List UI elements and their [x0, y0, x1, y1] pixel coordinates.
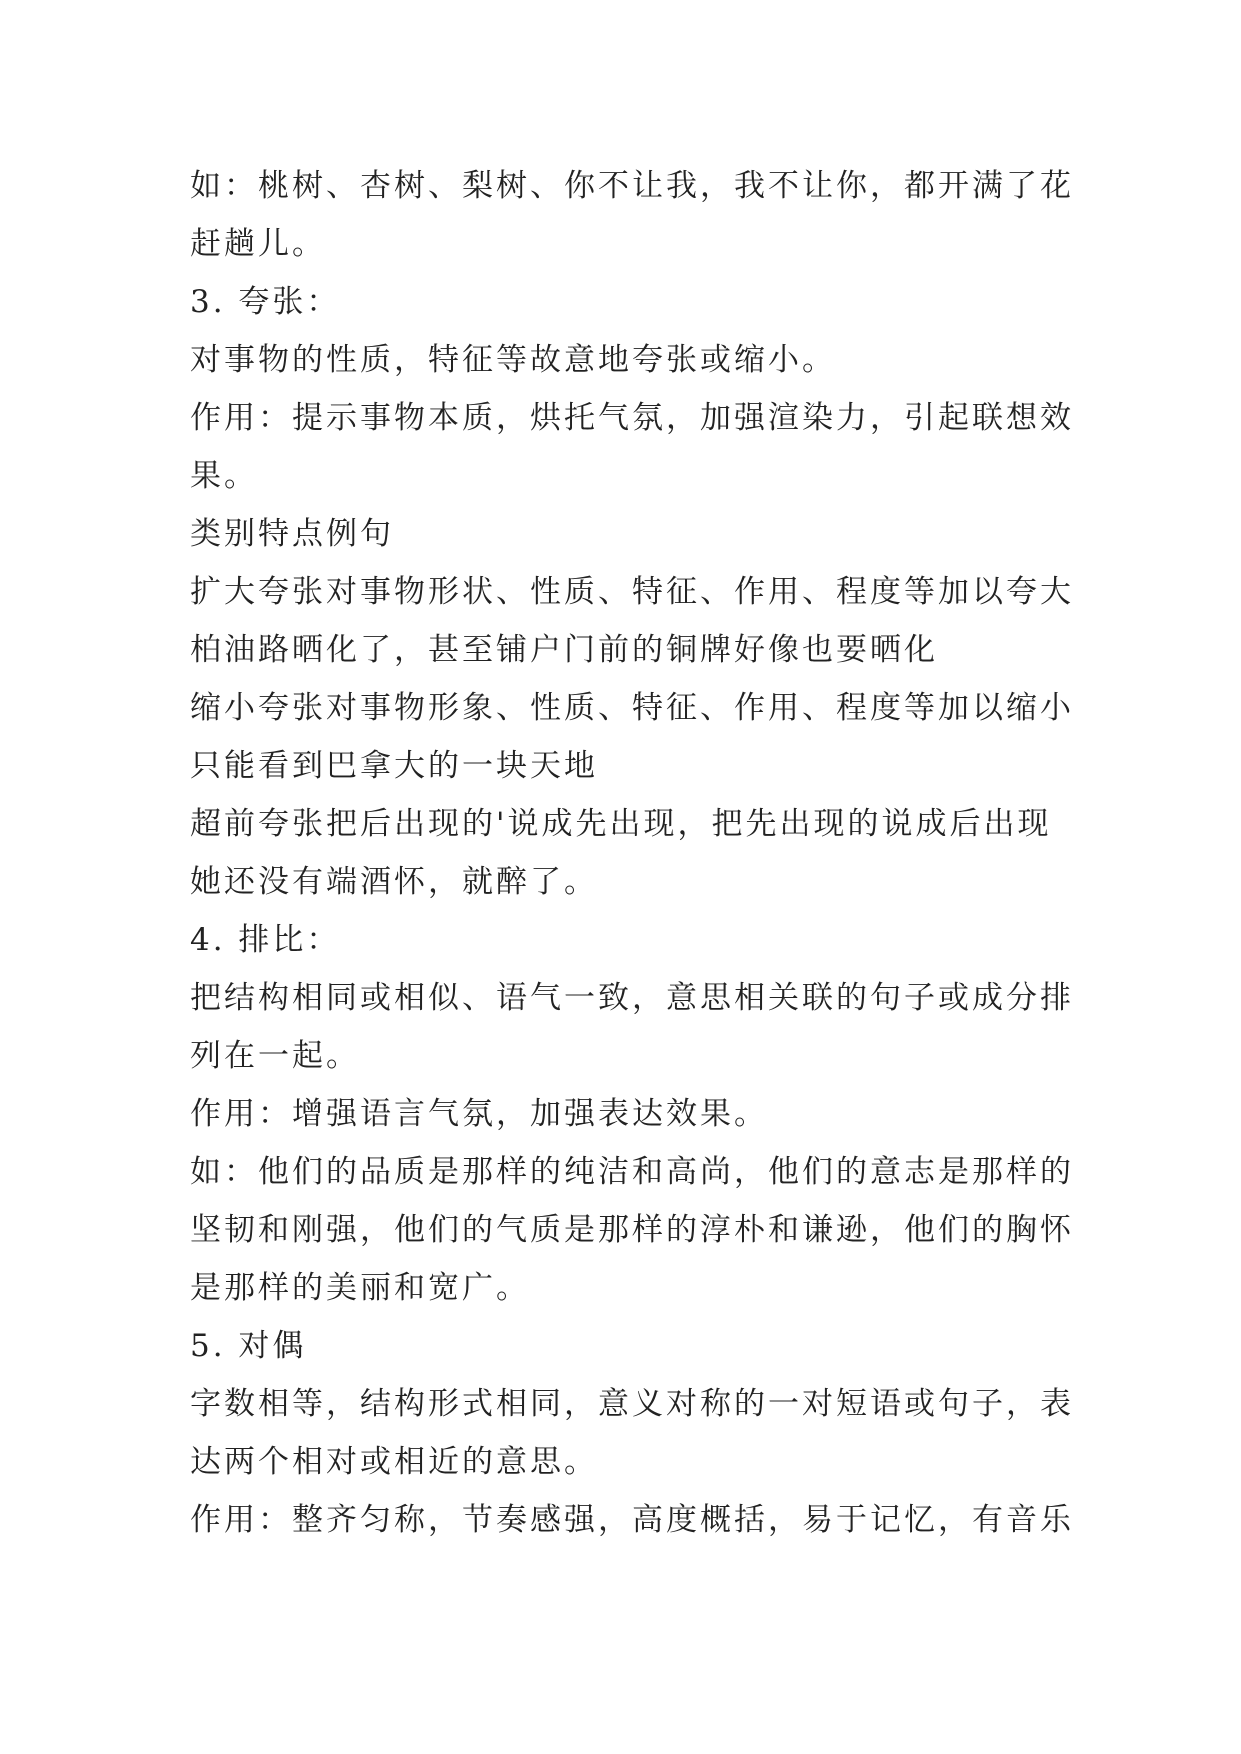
text-line: 扩大夸张对事物形状、性质、特征、作用、程度等加以夸大	[190, 574, 1074, 610]
text-line: 类别特点例句	[190, 516, 394, 552]
text-line: 列在一起。	[190, 1038, 360, 1074]
text-line: 达两个相对或相近的意思。	[190, 1444, 598, 1480]
text-line: 字数相等，结构形式相同，意义对称的一对短语或句子，表	[190, 1386, 1074, 1422]
text-line: 赶趟儿。	[190, 226, 326, 262]
text-line: 柏油路晒化了，甚至铺户门前的铜牌好像也要晒化	[190, 632, 938, 668]
section-heading: 5. 对偶	[190, 1328, 307, 1364]
text-line: 缩小夸张对事物形象、性质、特征、作用、程度等加以缩小	[190, 690, 1074, 726]
text-line: 如：桃树、杏树、梨树、你不让我，我不让你，都开满了花	[190, 168, 1074, 204]
text-line: 把结构相同或相似、语气一致，意思相关联的句子或成分排	[190, 980, 1074, 1016]
text-line: 她还没有端酒怀，就醉了。	[190, 864, 598, 900]
text-line: 作用：增强语言气氛，加强表达效果。	[190, 1096, 768, 1132]
section-heading: 4. 排比：	[190, 922, 341, 958]
text-line: 作用：提示事物本质，烘托气氛，加强渲染力，引起联想效	[190, 400, 1074, 436]
section-heading: 3. 夸张：	[190, 284, 341, 320]
text-line: 坚韧和刚强，他们的气质是那样的淳朴和谦逊，他们的胸怀	[190, 1212, 1074, 1248]
text-line: 果。	[190, 458, 258, 494]
text-line: 只能看到巴拿大的一块天地	[190, 748, 598, 784]
text-line: 如：他们的品质是那样的纯洁和高尚，他们的意志是那样的	[190, 1154, 1074, 1190]
text-line: 作用：整齐匀称，节奏感强，高度概括，易于记忆，有音乐	[190, 1502, 1074, 1538]
document-body	[190, 157, 1074, 1549]
text-line: 是那样的美丽和宽广。	[190, 1270, 530, 1306]
text-line: 对事物的性质，特征等故意地夸张或缩小。	[190, 342, 836, 378]
text-line: 超前夸张把后出现的'说成先出现，把先出现的说成后出现	[190, 806, 1052, 842]
